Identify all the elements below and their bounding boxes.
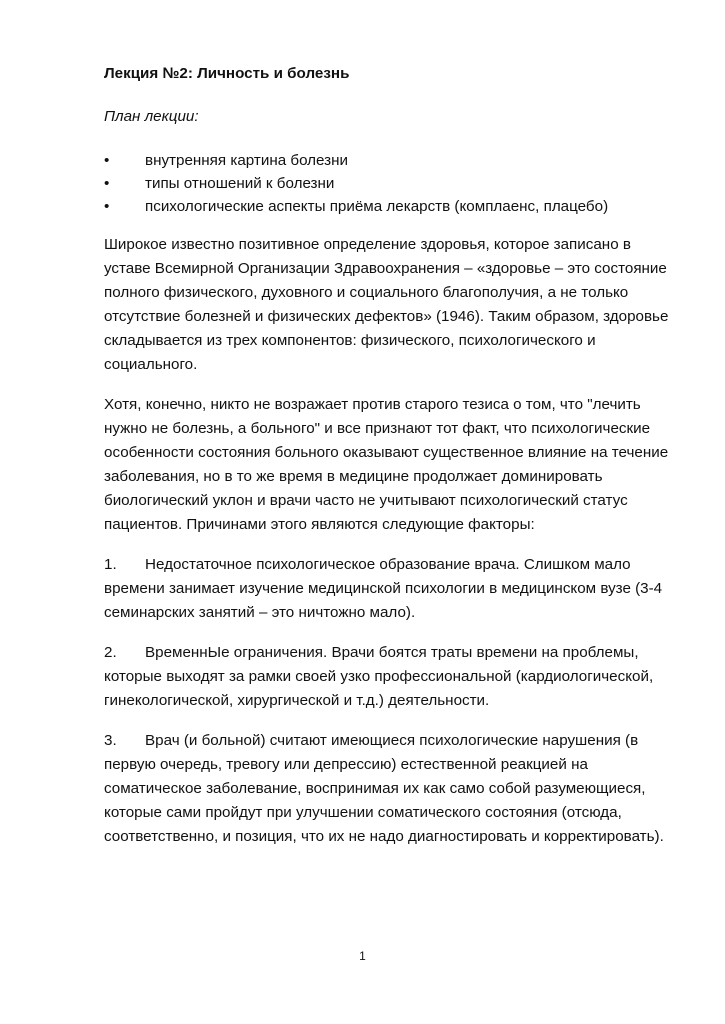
list-item — [104, 195, 674, 218]
document-page — [104, 62, 674, 849]
bullet-icon: • — [104, 152, 110, 169]
factor-number: 3. — [104, 732, 117, 749]
paragraph-biological-bias: Хотя, конечно, никто не возражает против старого тезиса о том, что "лечить нужно не болезнь, а больного" и все признают тот факт, что психологические особенности состояния больного оказывают существенное влияние на течение заболевания, но в то же время в медицине продолжает доминировать биологический уклон и врачи часто не учитывают психологический статус пациентов. Причинами этого являются следующие факторы: — [104, 396, 669, 533]
factor-item — [104, 641, 674, 713]
bullet-icon: • — [104, 175, 110, 192]
bullet-icon: • — [104, 198, 110, 215]
plan-list — [104, 149, 674, 218]
plan-item-text: психологические аспекты приёма лекарств (комплаенс, плацебо) — [145, 198, 609, 215]
factor-text: ВременнЫе ограничения. Врачи боятся траты времени на проблемы, которые выходят за рамки своей узко профессиональной (кардиологической, гинекологической, хирургической и т.д.) деятельности. — [104, 644, 654, 709]
list-item — [104, 172, 674, 195]
factor-number: 1. — [104, 556, 117, 573]
list-item — [104, 149, 674, 172]
plan-item-text: внутренняя картина болезни — [145, 152, 348, 169]
page-number: 1 — [359, 949, 366, 963]
factor-item — [104, 729, 674, 849]
factor-text: Врач (и больной) считают имеющиеся психологические нарушения (в первую очередь, тревогу или депрессию) естественной реакцией на соматическое заболевание, воспринимая их как само собой разумеющиеся, которые сами пройдут при улучшении соматического состояния (отсюда, соответственно, и позиция, что их не надо диагностировать и корректировать). — [104, 732, 664, 845]
plan-item-text: типы отношений к болезни — [145, 175, 335, 192]
lecture-title: Лекция №2: Личность и болезнь — [104, 65, 350, 82]
factor-text: Недостаточное психологическое образование врача. Слишком мало времени занимает изучение медицинской психологии в медицинском вузе (3-4 семинарских занятий – это ничтожно мало). — [104, 556, 663, 621]
factor-item — [104, 553, 674, 625]
factor-number: 2. — [104, 644, 117, 661]
paragraph-who-definition: Широкое известно позитивное определение здоровья, которое записано в уставе Всемирной Организации Здравоохранения – «здоровье – это состояние полного физического, духовного и социального благополучия, а не только отсутствие болезней и физических дефектов» (1946). Таким образом, здоровье складывается из трех компонентов: физического, психологического и социального. — [104, 236, 669, 373]
plan-label: План лекции: — [104, 108, 199, 125]
